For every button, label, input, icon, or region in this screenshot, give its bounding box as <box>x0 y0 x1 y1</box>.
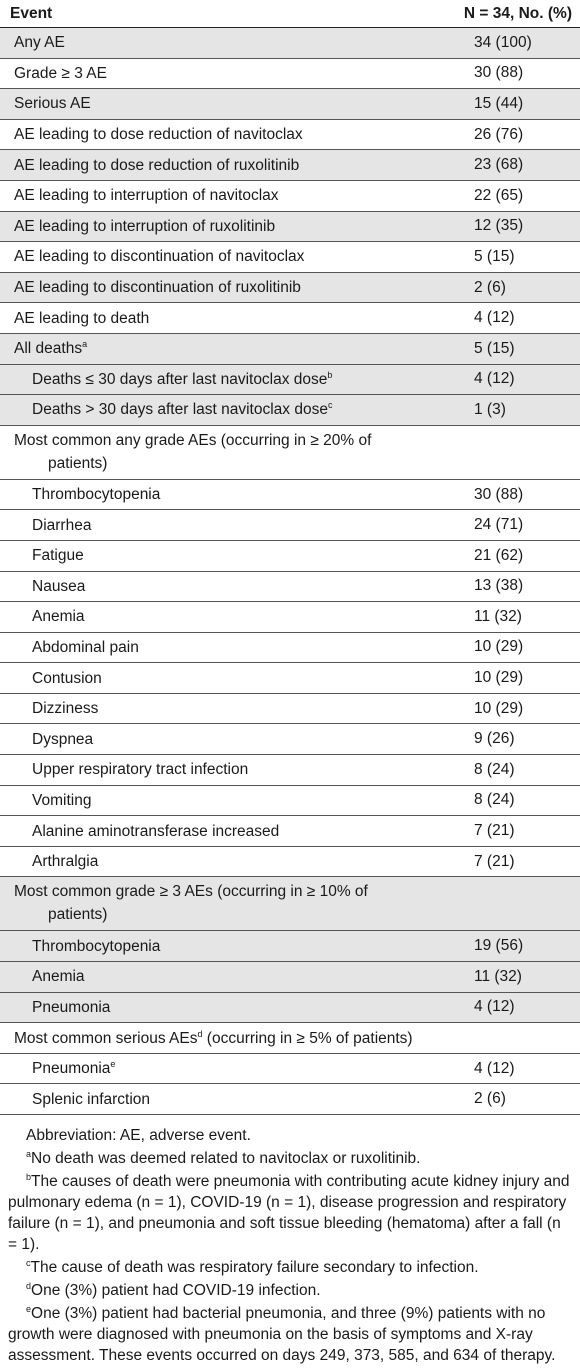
table-row <box>0 365 580 396</box>
row-label <box>0 31 474 54</box>
row-value: 10 (29) <box>474 699 524 717</box>
row-label-text: Diarrhea <box>32 516 92 534</box>
row-value: 1 (3) <box>474 400 506 418</box>
footnote-mark: d <box>26 1280 32 1291</box>
row-value: 19 (56) <box>474 937 524 955</box>
row-value: 4 (12) <box>474 1059 515 1077</box>
row-label <box>0 877 474 926</box>
row-label-text: AE leading to dose reduction of ruxolitinib <box>14 156 300 174</box>
row-label-text: Alanine aminotransferase increased <box>32 822 280 840</box>
table-row <box>0 786 580 817</box>
row-label-text: AE leading to interruption of navitoclax <box>14 187 279 205</box>
footnote-mark: c <box>26 1257 31 1268</box>
row-label <box>0 368 466 391</box>
footnote-text: One (3%) patient had bacterial pneumonia, and three (9%) patients with no growth were diagnosed with pneumonia on the basis of symptoms and X-ray assessment. These events occurred on days 249, 373, 585, and 634 of therapy. <box>8 1305 556 1364</box>
row-label-text: Abdominal pain <box>32 638 139 656</box>
row-label <box>0 544 474 567</box>
row-label-text: Contusion <box>32 669 102 687</box>
table-row <box>0 962 580 993</box>
table-row <box>0 242 580 273</box>
row-value: 15 (44) <box>474 94 524 112</box>
table-row <box>0 1054 580 1085</box>
table-row <box>0 181 580 212</box>
row-label-text: AE leading to death <box>14 309 150 327</box>
row-label <box>0 92 474 115</box>
table-header <box>0 0 580 28</box>
row-label <box>0 398 466 421</box>
footnote <box>8 1171 572 1255</box>
row-label-text: AE leading to interruption of ruxolitinib <box>14 217 276 235</box>
table-row <box>0 572 580 603</box>
row-label <box>0 935 474 958</box>
table-row <box>0 993 580 1024</box>
row-label-text: Serious AE <box>14 95 91 113</box>
row-value: 10 (29) <box>474 669 524 687</box>
row-value: 22 (65) <box>474 186 524 204</box>
table-row <box>0 212 580 243</box>
row-label <box>0 996 466 1019</box>
row-label-text: Upper respiratory tract infection <box>32 761 249 779</box>
row-label <box>0 426 474 475</box>
row-label <box>0 667 474 690</box>
row-label <box>0 636 474 659</box>
table-row <box>0 663 580 694</box>
table-row <box>0 724 580 755</box>
footnote-mark: e <box>26 1303 32 1314</box>
row-label-text: Nausea <box>32 577 86 595</box>
row-value: 5 (15) <box>474 339 515 357</box>
row-value: 2 (6) <box>474 1090 506 1108</box>
row-value: 7 (21) <box>474 822 515 840</box>
footnote-text: No death was deemed related to navitoclax or ruxolitinib. <box>31 1150 421 1167</box>
row-label-text: Fatigue <box>32 547 84 565</box>
row-label-text: Arthralgia <box>32 853 99 871</box>
row-label <box>0 184 474 207</box>
table-row <box>0 334 580 365</box>
row-value: 24 (71) <box>474 516 524 534</box>
table-row <box>0 816 580 847</box>
row-label <box>0 62 474 85</box>
row-label-text: Dizziness <box>32 700 99 718</box>
row-label-text: Thrombocytopenia <box>32 486 161 504</box>
row-value: 34 (100) <box>474 33 532 51</box>
table-row <box>0 541 580 572</box>
row-value: 4 (12) <box>474 998 515 1016</box>
row-value <box>474 877 580 880</box>
header-event: Event <box>10 4 53 22</box>
footnote-mark: d <box>197 1028 203 1039</box>
table-row <box>0 273 580 304</box>
row-value: 30 (88) <box>474 485 524 503</box>
footnote-mark: e <box>110 1058 116 1069</box>
row-label <box>0 850 466 873</box>
footnote-text: The cause of death was respiratory failure secondary to infection. <box>30 1259 479 1276</box>
row-label <box>0 215 474 238</box>
footnote-text: Abbreviation: AE, adverse event. <box>26 1127 251 1144</box>
table-row <box>0 395 580 426</box>
row-label <box>0 1057 466 1080</box>
table-row <box>0 28 580 59</box>
row-label-text: Deaths > 30 days after last navitoclax dose <box>32 401 328 419</box>
header-n: N = 34, No. (%) <box>463 4 572 22</box>
footnote-text: One (3%) patient had COVID-19 infection. <box>31 1282 321 1299</box>
footnotes <box>0 1115 580 1366</box>
row-label <box>0 514 474 537</box>
footnote <box>8 1148 572 1169</box>
footnote-mark: c <box>327 400 333 411</box>
footnote-text: The causes of death were pneumonia with contributing acute kidney injury and pulmonary edema (n = 1), COVID-19 (n = 1), disease progression and respiratory failure (n = 1), and pneumonia and soft tissue bleeding (hematoma) after a fall (n = 1). <box>8 1173 570 1253</box>
row-label-text: Most common serious AEs <box>14 1029 198 1047</box>
footnote-mark: a <box>26 1148 32 1159</box>
row-label <box>0 820 466 843</box>
table-row <box>0 510 580 541</box>
row-value: 12 (35) <box>474 217 524 235</box>
row-label-text: Most common grade ≥ 3 AEs (occurring in ≥ 10% of <box>14 883 368 901</box>
row-label <box>0 575 474 598</box>
row-label-text: Anemia <box>32 608 85 626</box>
table-row <box>0 847 580 878</box>
row-label <box>0 276 466 299</box>
table-row <box>0 931 580 962</box>
row-value: 21 (62) <box>474 546 524 564</box>
row-label <box>0 758 466 781</box>
row-label <box>0 123 474 146</box>
row-label <box>0 245 466 268</box>
row-value: 10 (29) <box>474 638 524 656</box>
row-label-text: Pneumonia <box>32 998 111 1016</box>
row-label <box>0 307 466 330</box>
row-label <box>0 605 474 628</box>
row-label <box>0 154 474 177</box>
table-row <box>0 480 580 511</box>
row-label <box>0 483 474 506</box>
row-label-text: Thrombocytopenia <box>32 937 161 955</box>
row-label-text: AE leading to discontinuation of ruxolitinib <box>14 279 301 297</box>
row-label <box>0 1027 474 1050</box>
row-value: 5 (15) <box>474 247 515 265</box>
row-value: 9 (26) <box>474 730 515 748</box>
table-row <box>0 89 580 120</box>
table-row <box>0 755 580 786</box>
table-row <box>0 1023 580 1054</box>
row-label <box>0 697 474 720</box>
row-value: 30 (88) <box>474 64 524 82</box>
row-label-after: (occurring in ≥ 5% of patients) <box>202 1029 413 1047</box>
row-value: 4 (12) <box>474 370 515 388</box>
table-body <box>0 28 580 1115</box>
row-label-text: Grade ≥ 3 AE <box>14 64 107 82</box>
row-value: 11 (32) <box>474 607 522 625</box>
row-label-continued: patients) <box>48 454 108 472</box>
table-row <box>0 1084 580 1115</box>
table-row <box>0 426 580 480</box>
row-value: 8 (24) <box>474 791 515 809</box>
row-value: 2 (6) <box>474 278 506 296</box>
row-label-text: Pneumonia <box>32 1060 111 1078</box>
row-value: 8 (24) <box>474 760 515 778</box>
footnote <box>8 1280 572 1301</box>
row-label-continued: patients) <box>48 906 108 924</box>
row-label <box>0 1088 466 1111</box>
table-row <box>0 150 580 181</box>
row-value: 13 (38) <box>474 577 524 595</box>
row-label <box>0 789 466 812</box>
table-row <box>0 877 580 931</box>
row-value: 7 (21) <box>474 852 515 870</box>
row-value: 23 (68) <box>474 156 524 174</box>
footnote-mark: b <box>327 369 333 380</box>
row-label-text: AE leading to dose reduction of navitoclax <box>14 126 303 144</box>
row-label <box>0 337 466 360</box>
row-label-text: AE leading to discontinuation of navitoclax <box>14 248 305 266</box>
footnote-mark: b <box>26 1171 32 1182</box>
table-row <box>0 59 580 90</box>
table-row <box>0 120 580 151</box>
footnote <box>8 1257 572 1278</box>
table-row <box>0 633 580 664</box>
row-label-text: Dyspnea <box>32 730 94 748</box>
row-label <box>0 728 466 751</box>
row-value: 11 (32) <box>474 967 522 985</box>
row-label-text: Splenic infarction <box>32 1090 151 1108</box>
row-label-text: Vomiting <box>32 791 92 809</box>
table-row <box>0 602 580 633</box>
table-row <box>0 303 580 334</box>
row-label <box>0 965 474 988</box>
row-value: 26 (76) <box>474 125 524 143</box>
row-label-text: Deaths ≤ 30 days after last navitoclax dose <box>32 370 328 388</box>
row-label-text: Any AE <box>14 34 65 52</box>
row-value: 4 (12) <box>474 309 515 327</box>
row-label-text: Most common any grade AEs (occurring in ≥ 20% of <box>14 431 372 449</box>
footnote-mark: a <box>82 339 88 350</box>
table-row <box>0 694 580 725</box>
row-label-text: Anemia <box>32 968 85 986</box>
footnote <box>8 1303 572 1366</box>
row-label-text: All deaths <box>14 340 83 358</box>
row-value <box>474 426 580 429</box>
footnote <box>8 1125 572 1146</box>
